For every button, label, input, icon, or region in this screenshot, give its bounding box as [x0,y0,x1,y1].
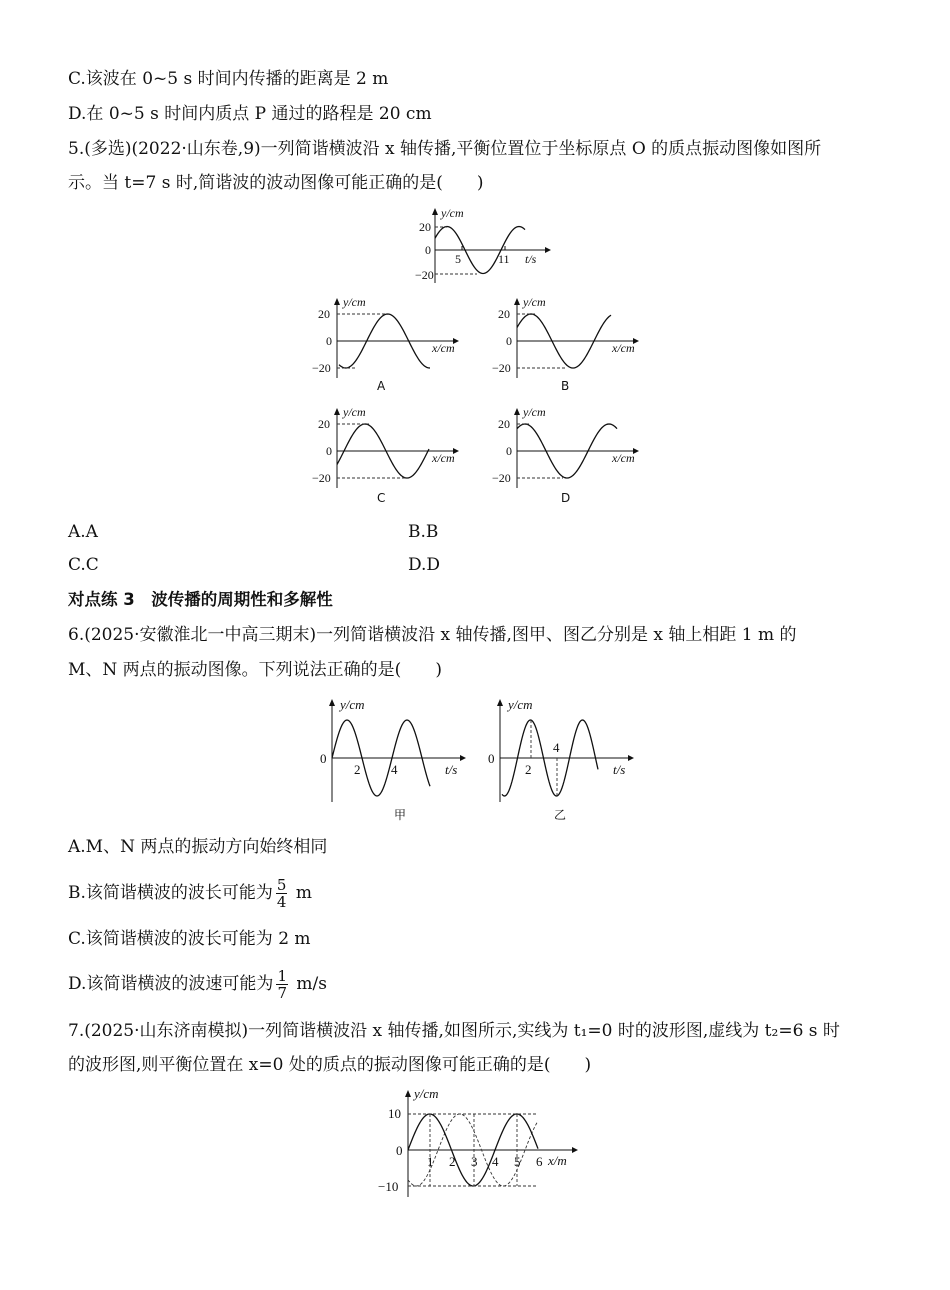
q5-choice-b[interactable]: B.B [408,522,439,542]
q5-choice-a[interactable]: A.A [68,522,98,542]
opt-b-ybot: −20 [492,361,511,375]
opt-b-ylabel: y/cm [523,295,546,309]
q5-option-a-graph [305,293,465,398]
jia-t1: 2 [354,762,361,777]
yi-yzero: 0 [488,751,495,766]
option-d-text: D.在 0~5 s 时间内质点 P 通过的路程是 20 cm [68,104,432,124]
fig7-yzero: 0 [396,1143,403,1158]
jia-xlabel: t/s [445,762,458,777]
opt-d-ybot: −20 [492,471,511,485]
frac-den: 7 [277,984,287,1002]
fig5-t2: 11 [498,252,510,266]
opt-a-ylabel: y/cm [343,295,366,309]
q5-option-c-graph [305,403,465,508]
opt-d-caption: D [561,491,571,505]
yi-xlabel: t/s [613,762,626,777]
opt-c-caption: C [377,491,386,505]
opt-b-yzero: 0 [506,334,512,348]
q6-option-b-pre: B.该简谐横波的波长可能为 [68,883,273,903]
opt-d-yzero: 0 [506,444,512,458]
q6-option-b-post: m [290,883,312,903]
opt-c-ylabel: y/cm [343,405,366,419]
q6-option-d[interactable] [68,964,327,1004]
opt-c-ybot: −20 [312,471,331,485]
q5-option-b-graph [485,293,645,398]
frac-den: 4 [276,893,287,911]
opt-c-ytop: 20 [318,417,330,431]
fig5-ybot: −20 [415,268,434,282]
fig7-tick-5: 5 [514,1154,521,1169]
yi-caption: 乙 [554,808,567,822]
q6-option-d-post: m/s [290,974,327,994]
question-6-line1: 6.(2025·安徽淮北一中高三期末)一列简谐横波沿 x 轴传播,图甲、图乙分别是 x 轴上相距 1 m 的 [68,625,797,645]
fig7-ybot: −10 [378,1179,399,1194]
opt-d-ytop: 20 [498,417,510,431]
jia-yzero: 0 [320,751,327,766]
opt-b-caption: B [561,379,570,393]
fig5-t1: 5 [455,252,461,266]
frac-num: 1 [277,967,287,985]
fig5-ylabel: y/cm [441,206,464,220]
fig7-xlabel: x/m [548,1153,567,1168]
question-7-line2: 的波形图,则平衡位置在 x=0 处的质点的振动图像可能正确的是( ) [68,1055,592,1075]
fig5-ytop: 20 [419,220,431,234]
question-7-line1: 7.(2025·山东济南模拟)一列简谐横波沿 x 轴传播,如图所示,实线为 t₁=0 时的波形图,虚线为 t₂=6 s 时 [68,1021,840,1041]
fig7-tick-4: 4 [492,1154,499,1169]
opt-c-yzero: 0 [326,444,332,458]
fig7-ytop: 10 [388,1106,401,1121]
jia-t2: 4 [391,762,398,777]
q5-vibration-graph [405,205,555,290]
q6-graph-jia [310,690,470,825]
fraction-5-4 [276,877,288,910]
opt-c-xlabel: x/cm [432,451,455,465]
yi-t2: 4 [553,740,560,755]
q6-graph-yi [478,690,638,825]
fraction-1-7 [276,968,288,1001]
yi-ylabel: y/cm [508,697,533,712]
opt-a-ytop: 20 [318,307,330,321]
opt-a-ybot: −20 [312,361,331,375]
question-6-line2: M、N 两点的振动图像。下列说法正确的是( ) [68,660,442,680]
q6-option-b[interactable] [68,873,312,913]
opt-a-yzero: 0 [326,334,332,348]
opt-b-ytop: 20 [498,307,510,321]
q6-option-a[interactable]: A.M、N 两点的振动方向始终相同 [68,837,328,857]
section-heading: 对点练 3 波传播的周期性和多解性 [68,590,333,609]
q7-wave-graph [370,1085,590,1205]
yi-t1: 2 [525,762,532,777]
frac-num: 5 [276,876,287,894]
fig5-xlabel: t/s [525,252,537,266]
q6-option-d-pre: D.该简谐横波的波速可能为 [68,974,274,994]
jia-caption: 甲 [394,808,407,822]
fig7-tick-2: 2 [449,1154,456,1169]
option-c-text: C.该波在 0~5 s 时间内传播的距离是 2 m [68,69,389,89]
opt-a-xlabel: x/cm [432,341,455,355]
opt-d-xlabel: x/cm [612,451,635,465]
opt-a-caption: A [377,379,386,393]
q6-option-c[interactable]: C.该简谐横波的波长可能为 2 m [68,929,311,949]
fig7-tick-1: 1 [427,1154,434,1169]
question-5-line2: 示。当 t=7 s 时,简谐波的波动图像可能正确的是( ) [68,173,484,193]
opt-b-xlabel: x/cm [612,341,635,355]
fig5-yzero: 0 [425,243,431,257]
fig7-tick-3: 3 [471,1154,478,1169]
q5-choice-d[interactable]: D.D [408,555,441,575]
jia-ylabel: y/cm [340,697,365,712]
opt-d-ylabel: y/cm [523,405,546,419]
q5-option-d-graph [485,403,645,508]
question-5-line1: 5.(多选)(2022·山东卷,9)一列简谐横波沿 x 轴传播,平衡位置位于坐标原点 O 的质点振动图像如图所 [68,139,822,159]
fig7-tick-6: 6 [536,1154,543,1169]
fig7-ylabel: y/cm [414,1086,439,1101]
q5-choice-c[interactable]: C.C [68,555,99,575]
